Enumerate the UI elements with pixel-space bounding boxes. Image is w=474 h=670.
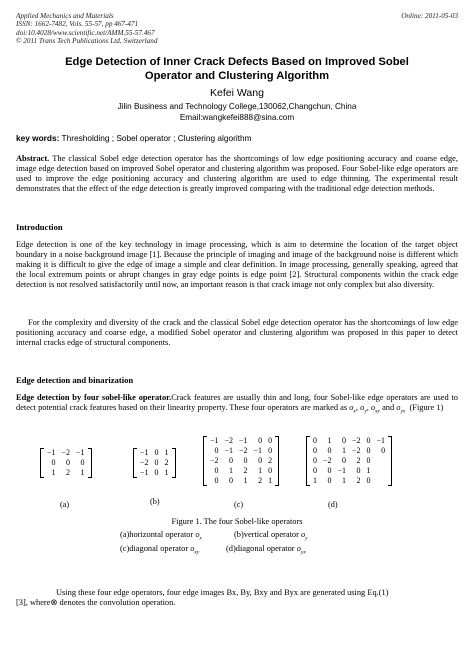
matrix-cell: 0 bbox=[268, 466, 273, 475]
matrix-row bbox=[137, 448, 172, 458]
matrix-cell: −1 bbox=[140, 448, 149, 457]
matrix-cell: 0 bbox=[356, 466, 361, 475]
author-name: Kefei Wang bbox=[210, 87, 264, 99]
matrix-row bbox=[207, 446, 275, 456]
matrix-row bbox=[207, 456, 275, 466]
matrix-cell: 0 bbox=[381, 446, 386, 455]
label-a: (a) bbox=[60, 500, 70, 509]
op-yx-symbol: $o_{yx}$ bbox=[396, 403, 406, 415]
matrix-cell: 0 bbox=[366, 436, 371, 445]
convolution-symbol: ⊗ bbox=[50, 598, 58, 607]
matrix-row bbox=[207, 436, 275, 446]
matrix-cell: −2 bbox=[140, 458, 149, 467]
matrix-row bbox=[310, 466, 388, 476]
label-d: (d) bbox=[328, 500, 338, 509]
matrix-cell: −1 bbox=[76, 448, 85, 457]
intro-paragraph-1: Edge detection is one of the key technology in image processing, which is aim to determine the location of the target object boundary in a noise background image [1]. Because the principle of imaging and image of the background noise is different which making it is difficult to give the edge of image a simple and clear definition. In image processing, generally speaking, agreed that the local extremum points or abrupt changes in gray edge points is edge point [2]. Structural components within the crack edge detection is not resolved satisfactorily until now, an important reason is that crack image not only complex but also diversity. bbox=[16, 240, 458, 289]
matrix-cell: 1 bbox=[243, 476, 248, 485]
matrix-cell: 2 bbox=[356, 476, 361, 485]
closing-line-2a: [3], where bbox=[16, 598, 51, 607]
matrix-cell: 2 bbox=[356, 456, 361, 465]
figure-ref: (Figure 1) bbox=[409, 403, 444, 412]
label-c: (c) bbox=[234, 500, 244, 509]
paper-title bbox=[30, 55, 444, 83]
matrix-cell: −1 bbox=[337, 466, 347, 475]
matrix-cell: −1 bbox=[376, 436, 386, 445]
matrix-cell: −1 bbox=[239, 436, 248, 445]
section-bold-lead: Edge detection by four sobel-like operator. bbox=[16, 393, 172, 402]
journal-issn: ISSN: 1662-7482, Vols. 55-57, pp 467-471 bbox=[16, 20, 139, 29]
matrix-cell: 0 bbox=[66, 458, 71, 467]
matrix-cell: −2 bbox=[210, 456, 219, 465]
op-c-caption: (c)diagonal operator $o_{xy}$ bbox=[120, 544, 200, 556]
email: Email:wangkefei888@sina.com bbox=[179, 113, 295, 122]
matrix-cell: 0 bbox=[313, 436, 317, 445]
matrix-cell: 1 bbox=[164, 468, 169, 477]
matrix-cell: 0 bbox=[327, 446, 332, 455]
and-word: and bbox=[382, 403, 395, 412]
matrix-cell: 0 bbox=[366, 476, 371, 485]
matrix-cell: 1 bbox=[51, 468, 56, 477]
intro-paragraph-2: For the complexity and diversity of the crack and the classical Sobel edge detection operator has the shortcomings of low edge positioning accuracy and coarse edge, a modified Sobel operator and clustering algorithm was proposed in this paper to detect internal cracks edge of structural components. bbox=[16, 318, 458, 347]
journal-name: Applied Mechanics and Materials bbox=[16, 12, 114, 20]
journal-copyright: © 2011 Trans Tech Publications Ltd, Switzerland bbox=[16, 37, 158, 46]
journal-info bbox=[16, 12, 157, 46]
matrix-cell: 0 bbox=[313, 446, 317, 455]
matrix-cell: 0 bbox=[258, 436, 263, 445]
intro-heading: Introduction bbox=[16, 222, 63, 232]
matrix-cell: 1 bbox=[313, 476, 317, 485]
title-line-1: Edge Detection of Inner Crack Defects Based on Improved Sobel bbox=[65, 56, 409, 68]
matrix-cell: −2 bbox=[239, 446, 248, 455]
matrix-cell: 0 bbox=[80, 458, 85, 467]
matrix-cell: −1 bbox=[210, 436, 219, 445]
matrix-cell: 1 bbox=[164, 448, 169, 457]
matrix-cell: −2 bbox=[352, 446, 361, 455]
matrix-cell: 2 bbox=[243, 466, 248, 475]
section-heading: Edge detection and binarization bbox=[16, 375, 134, 385]
matrix-cell: 0 bbox=[366, 456, 371, 465]
matrix-cell: 1 bbox=[229, 466, 234, 475]
matrix-row bbox=[310, 446, 388, 456]
matrix-cell: 1 bbox=[327, 436, 332, 445]
matrix-cell: 0 bbox=[154, 458, 159, 467]
matrix-cell: 1 bbox=[366, 466, 371, 475]
matrix-row bbox=[137, 468, 172, 478]
matrix-d bbox=[306, 436, 392, 488]
matrix-row bbox=[310, 476, 388, 486]
matrix-row bbox=[44, 448, 88, 458]
matrix-cell: 0 bbox=[313, 456, 317, 465]
matrix-cell: 0 bbox=[214, 476, 219, 485]
matrix-cell: 0 bbox=[243, 456, 248, 465]
matrix-cell: 0 bbox=[327, 476, 332, 485]
matrix-cell: 2 bbox=[66, 468, 71, 477]
section-paragraph: Edge detection by four sobel-like operator.Crack features are usually thin and long, four Sobel-like edge operators are used to detect potential crack features based on their linearity property. These four operators are marked as $o_x$, $o_y$, $o_{xy}$ and $o_{yx}$ (Figure 1) bbox=[16, 393, 458, 415]
matrix-row bbox=[137, 458, 172, 468]
op-b-caption: (b)vertical operator $o_y$ bbox=[234, 530, 308, 542]
op-d-caption: (d)diagonal operator $o_{yx}$ bbox=[226, 544, 306, 556]
matrix-cell: −2 bbox=[352, 436, 361, 445]
abstract-label: Abstract. bbox=[16, 154, 50, 163]
figure-caption: Figure 1. The four Sobel-like operators bbox=[171, 517, 303, 526]
matrix-cell: 0 bbox=[342, 456, 347, 465]
matrix-c bbox=[203, 436, 279, 488]
matrix-row bbox=[44, 458, 88, 468]
matrix-cell: −1 bbox=[47, 448, 56, 457]
matrix-row bbox=[44, 468, 88, 478]
label-b: (b) bbox=[150, 497, 160, 506]
matrix-cell: 0 bbox=[268, 446, 273, 455]
matrix-cell: 0 bbox=[229, 476, 234, 485]
matrix-a bbox=[40, 448, 92, 480]
closing-line-2b: denotes the convolution operation. bbox=[57, 598, 176, 607]
online-date: Online: 2011-05-03 bbox=[401, 12, 458, 20]
matrix-cell: 1 bbox=[342, 476, 347, 485]
matrix-cell: 2 bbox=[268, 456, 273, 465]
matrix-cell: 2 bbox=[164, 458, 169, 467]
closing-paragraph bbox=[16, 588, 458, 608]
matrix-cell: 0 bbox=[313, 466, 317, 475]
matrix-cell: −2 bbox=[224, 436, 234, 445]
matrix-cell: 0 bbox=[342, 436, 347, 445]
op-a-caption: (a)horizontal operator $o_x$ bbox=[120, 530, 202, 542]
section-text: Crack features are usually thin and long, four Sobel-like edge operators are used to detect potential crack features based on their linearity property. These four operators are marked as bbox=[16, 393, 458, 412]
matrix-cell: 0 bbox=[229, 456, 234, 465]
matrix-cell: 0 bbox=[214, 466, 219, 475]
affiliation: Jilin Business and Technology College,130062,Changchun, China bbox=[117, 102, 357, 111]
op-y-symbol: $o_y$ bbox=[360, 403, 367, 415]
matrix-cell: −1 bbox=[224, 446, 234, 455]
matrix-row bbox=[207, 476, 275, 486]
matrix-cell: −2 bbox=[61, 448, 71, 457]
matrix-row bbox=[207, 466, 275, 476]
matrix-cell: −2 bbox=[323, 456, 332, 465]
title-line-2: Operator and Clustering Algorithm bbox=[144, 70, 330, 82]
abstract-text: The classical Sobel edge detection operator has the shortcomings of low edge positioning accuracy and coarse edge, image edge detection based on improved Sobel operator and clustering algorithm was proposed. Four Sobel-like edge operators are used to improve the edge positioning accuracy and clustering algorithm are used to edge thinning. The experimental result demonstrates that the effect of the edge detection is greatly improved comparing with the traditional edge detection methods. bbox=[16, 154, 458, 193]
affiliation-block bbox=[0, 101, 474, 123]
keywords-label: key words: bbox=[16, 133, 60, 143]
op-x-symbol: $o_x$ bbox=[349, 403, 356, 415]
matrix-cell: 0 bbox=[366, 446, 371, 455]
matrix-cell: −1 bbox=[140, 468, 149, 477]
matrix-cell: −1 bbox=[253, 446, 263, 455]
matrix-cell: 0 bbox=[154, 448, 159, 457]
matrix-cell: 0 bbox=[327, 466, 332, 475]
journal-doi: doi:10.4028/www.scientific.net/AMM.55-57.467 bbox=[16, 28, 155, 37]
matrix-cell: 2 bbox=[258, 476, 263, 485]
matrix-cell: 1 bbox=[80, 468, 85, 477]
matrix-cell: 0 bbox=[268, 436, 273, 445]
matrix-row bbox=[310, 456, 388, 466]
matrix-b bbox=[133, 448, 176, 480]
matrix-cell: 0 bbox=[51, 458, 56, 467]
matrix-cell: 1 bbox=[342, 446, 347, 455]
matrix-cell: 0 bbox=[154, 468, 159, 477]
abstract bbox=[16, 154, 458, 194]
op-xy-symbol: $o_{xy}$ bbox=[370, 403, 380, 415]
matrix-cell: 0 bbox=[214, 446, 219, 455]
matrix-cell: 1 bbox=[258, 466, 263, 475]
keywords-text: Thresholding ; Sobel operator ; Clustering algorithm bbox=[59, 133, 252, 143]
matrix-cell: 0 bbox=[258, 456, 263, 465]
keywords bbox=[16, 133, 252, 143]
closing-line-1: Using these four edge operators, four edge images Bx, By, Bxy and Byx are generated using Eq.(1) bbox=[56, 588, 389, 597]
matrix-row bbox=[310, 436, 388, 446]
matrix-cell: 1 bbox=[268, 476, 273, 485]
